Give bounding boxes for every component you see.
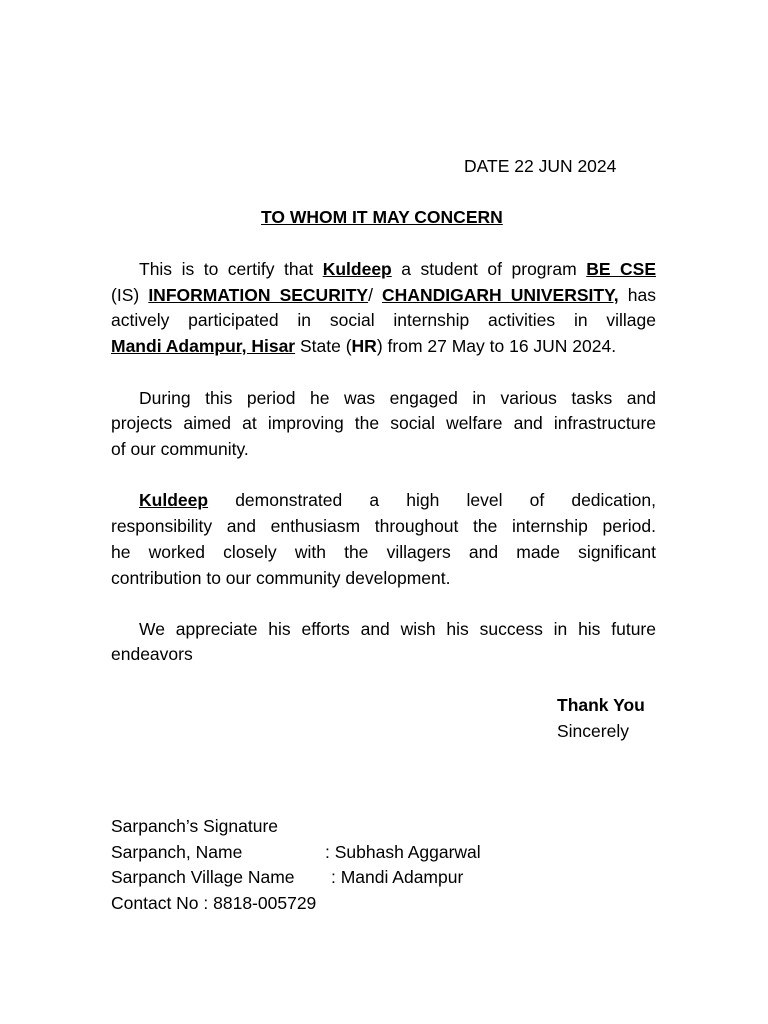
paragraph-line: contribution to our community development. (111, 568, 451, 588)
student-name: Kuldeep (322, 259, 392, 279)
university-name: CHANDIGARH UNIVERSITY, (382, 285, 619, 305)
program-name: BE CSE (586, 259, 657, 279)
paragraph-line: Mandi Adampur, Hisar State (HR) from 27 May to 16 JUN 2024. (111, 336, 617, 356)
paragraph-line: responsibility and enthusiasm throughout the internship period. (111, 516, 656, 536)
student-name: Kuldeep (139, 490, 209, 510)
paragraph-line: endeavors (111, 644, 193, 664)
letter-heading: TO WHOM IT MAY CONCERN (261, 207, 503, 227)
paragraph-line: actively participated in social internship activities in village (111, 310, 656, 330)
paragraph-line: (IS) INFORMATION SECURITY/ CHANDIGARH UNIVERSITY, has (111, 285, 656, 305)
sarpanch-name-label: Sarpanch, Name (111, 842, 243, 862)
paragraph-line: Kuldeep demonstrated a high level of dedication, (139, 490, 656, 510)
sarpanch-village-row (111, 864, 463, 890)
specialization-name: INFORMATION SECURITY (148, 285, 369, 305)
sarpanch-village-label: Sarpanch Village Name (111, 867, 295, 887)
paragraph-line: During this period he was engaged in various tasks and (139, 388, 656, 408)
state-code: HR (351, 336, 377, 356)
closing-sincerely: Sincerely (557, 721, 629, 741)
paragraph-line: of our community. (111, 439, 249, 459)
paragraph-line: he worked closely with the villagers and made significant (111, 542, 656, 562)
closing-thanks: Thank You (557, 695, 645, 715)
paragraph-line: projects aimed at improving the social welfare and infrastructure (111, 413, 656, 433)
paragraph-line: We appreciate his efforts and wish his success in his future (139, 619, 656, 639)
contact-number: Contact No : 8818-005729 (111, 893, 317, 913)
sarpanch-name-row (111, 839, 481, 865)
signature-label: Sarpanch’s Signature (111, 816, 279, 836)
sarpanch-name-value: : Subhash Aggarwal (325, 842, 481, 862)
sarpanch-village-value: : Mandi Adampur (331, 867, 464, 887)
letter-date: DATE 22 JUN 2024 (464, 156, 617, 176)
paragraph-line: This is to certify that Kuldeep a student of program BE CSE (139, 259, 657, 279)
village-name: Mandi Adampur, Hisar (111, 336, 296, 356)
